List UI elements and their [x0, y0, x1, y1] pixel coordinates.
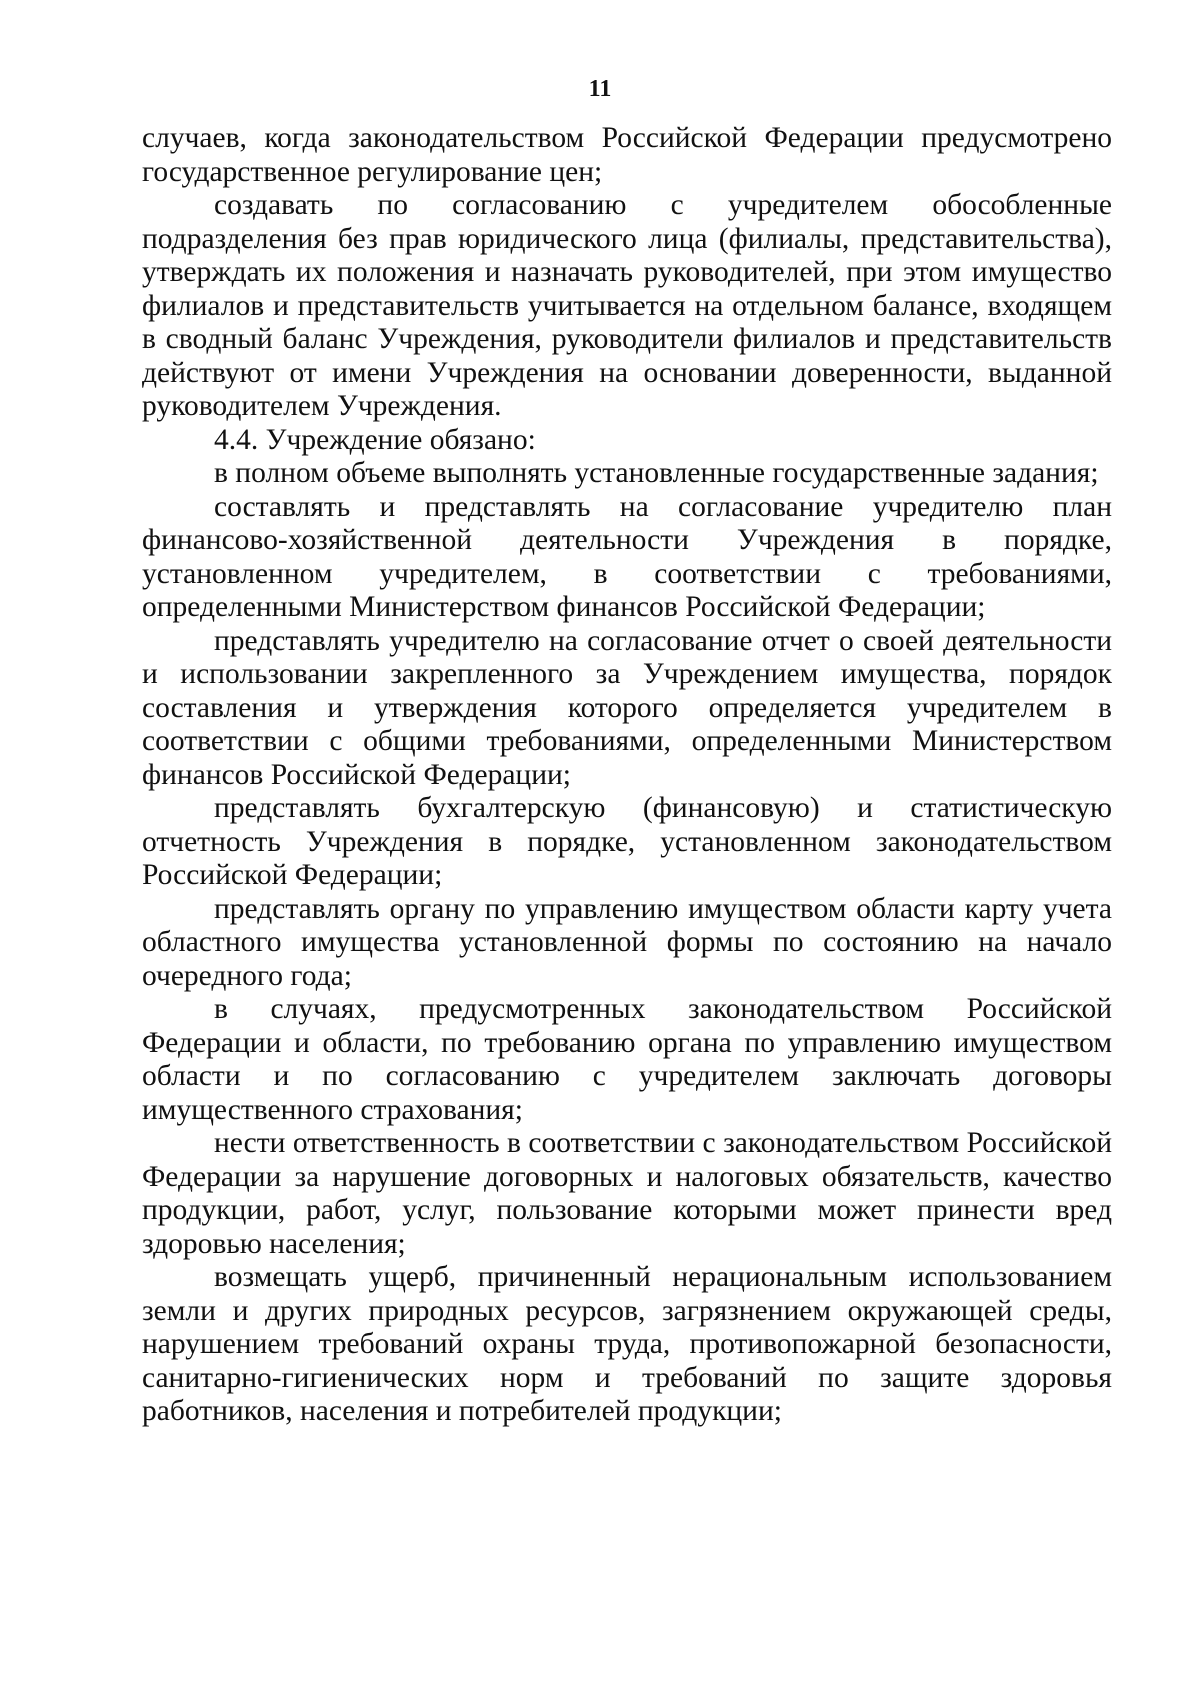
section-heading-4-4: 4.4. Учреждение обязано:: [214, 423, 536, 456]
page-number: 11: [588, 76, 612, 102]
paragraph-financial-plan: составлять и представлять на согласование учредителю план финансово-хозяйственной деятельности Учреждения в порядке, установленном учредителем, в соответствии с требованиями, определенными Министерством финансов Российской Федерации;: [142, 490, 1112, 623]
paragraph-branches: создавать по согласованию с учредителем обособленные подразделения без прав юридического лица (филиалы, представительства), утверждать их положения и назначать руководителей, при этом имущество филиалов и представительств учитывается на отдельном балансе, входящем в сводный баланс Учреждения, руководители филиалов и представительств действуют от имени Учреждения на основании доверенности, выданной руководителем Учреждения.: [142, 189, 1112, 422]
paragraph-property-card: представлять органу по управлению имуществом области карту учета областного имущества установленной формы по состоянию на начало очередного года;: [142, 892, 1112, 992]
paragraph-activity-report: представлять учредителю на согласование отчет о своей деятельности и использовании закрепленного за Учреждением имущества, порядок составления и утверждения которого определяется учредителем в соответствии с общими требованиями, определенными Министерством финансов Российской Федерации;: [142, 624, 1112, 791]
paragraph-property-insurance: в случаях, предусмотренных законодательством Российской Федерации и области, по требованию органа по управлению имуществом области и по согласованию с учредителем заключать договоры имущественного страхования;: [142, 993, 1112, 1126]
paragraph-state-tasks: в полном объеме выполнять установленные государственные задания;: [214, 457, 1099, 489]
paragraph-damage-compensation: возмещать ущерб, причиненный нерациональным использованием земли и других природных ресурсов, загрязнением окружающей среды, нарушением требований охраны труда, противопожарной безопасности, санитарно-гигиенических норм и требований по защите здоровья работников, населения и потребителей продукции;: [142, 1261, 1112, 1427]
document-body: [142, 122, 1112, 1429]
paragraph-accounting-reports: представлять бухгалтерскую (финансовую) и статистическую отчетность Учреждения в порядке, установленном законодательством Российской Федерации;: [142, 792, 1112, 891]
paragraph-prices-regulation: случаев, когда законодательством Российской Федерации предусмотрено государственное регулирование цен;: [142, 122, 1112, 188]
paragraph-responsibility: нести ответственность в соответствии с законодательством Российской Федерации за нарушение договорных и налоговых обязательств, качество продукции, работ, услуг, пользование которыми может принести вред здоровью населения;: [142, 1127, 1112, 1260]
